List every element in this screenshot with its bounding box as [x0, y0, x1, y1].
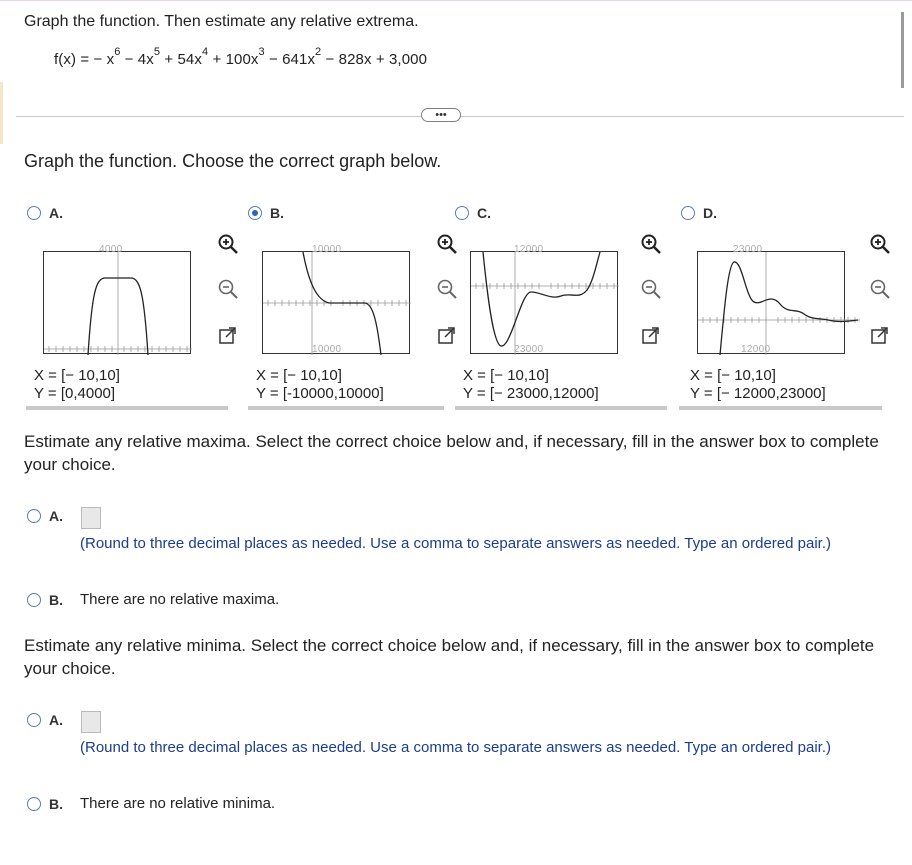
graph-a-zoom-in-icon[interactable] — [217, 233, 239, 255]
left-accent-bar — [0, 82, 3, 144]
graph-a-y-window: Y = [0,4000] — [34, 385, 116, 402]
graph-b — [262, 251, 410, 354]
graph-c — [470, 251, 618, 354]
function-expression: f(x) = − $x^6 - 4x^5 + 54x^4 + 100x^3 - 641x^2 - 828x + 3,000$ — [54, 46, 428, 68]
graph-d — [697, 251, 845, 354]
graph-c-zoom-in-icon[interactable] — [640, 233, 662, 255]
graph-d-zoom-out-icon[interactable] — [869, 278, 891, 300]
graph-b-curve — [303, 252, 381, 355]
graph-c-zoom-out-icon[interactable] — [640, 278, 662, 300]
maxima-answer-box[interactable] — [81, 507, 101, 529]
graph-b-zoom-out-icon[interactable] — [436, 278, 458, 300]
graph-c-ticks — [471, 252, 619, 355]
graph-c-x-window: X = [− 10,10] — [463, 367, 549, 384]
graph-question-prompt: Graph the function. Choose the correct graph below. — [24, 151, 442, 171]
graph-c-expand-icon[interactable] — [640, 325, 662, 347]
option-b-label: B. — [270, 205, 284, 221]
instruction-text: Graph the function. Then estimate any relative extrema. — [24, 13, 419, 30]
graph-c-bottom-tick: 23000 — [514, 344, 544, 355]
minima-choice-b-label: B. — [49, 796, 63, 812]
graph-b-bottom-tick: 10000 — [312, 344, 342, 355]
graph-d-y-window: Y = [− 12000,23000] — [690, 385, 826, 402]
graph-d-expand-icon[interactable] — [869, 325, 891, 347]
maxima-prompt: Estimate any relative maxima. Select the correct choice below and, if necessary, fill in the answer box to complete your choice. — [24, 432, 879, 474]
option-a-label: A. — [49, 205, 63, 221]
top-border — [0, 0, 912, 1]
minima-choice-b-text: There are no relative minima. — [80, 795, 276, 812]
option-c-label: C. — [477, 205, 491, 221]
graph-d-x-window: X = [− 10,10] — [690, 367, 776, 384]
graph-c-underline — [455, 406, 667, 410]
graph-c-curve — [483, 252, 600, 346]
graph-c-top-tick: 12000 — [514, 244, 544, 255]
graph-d-top-tick: 23000 — [733, 244, 763, 255]
graph-a-x-window: X = [− 10,10] — [34, 367, 120, 384]
graph-d-zoom-in-icon[interactable] — [869, 233, 891, 255]
graph-c-y-window: Y = [− 23000,12000] — [463, 385, 599, 402]
maxima-hint: (Round to three decimal places as needed. Use a comma to separate answers as needed. Type an ordered pair.) — [80, 535, 831, 552]
option-c-radio[interactable] — [455, 206, 469, 220]
option-d-radio[interactable] — [681, 206, 695, 220]
graph-a-expand-icon[interactable] — [217, 325, 239, 347]
graph-b-x-window: X = [− 10,10] — [256, 367, 342, 384]
graph-b-y-window: Y = [-10000,10000] — [256, 385, 384, 402]
graph-a-ticks — [44, 252, 192, 355]
option-b-radio[interactable] — [248, 206, 262, 220]
graph-b-underline — [248, 406, 444, 410]
minima-choice-b-radio[interactable] — [27, 797, 41, 811]
minima-choice-a-label: A. — [49, 712, 63, 728]
maxima-choice-b-radio[interactable] — [27, 593, 41, 607]
maxima-choice-a-radio[interactable] — [27, 509, 41, 523]
option-a-radio[interactable] — [27, 206, 41, 220]
graph-b-zoom-in-icon[interactable] — [436, 233, 458, 255]
graph-b-expand-icon[interactable] — [436, 325, 458, 347]
maxima-choice-b-text: There are no relative maxima. — [80, 591, 280, 608]
graph-d-underline — [679, 406, 882, 410]
graph-b-plot — [263, 252, 411, 355]
graph-a-underline — [26, 406, 228, 410]
graph-a-plot — [44, 252, 192, 355]
maxima-choice-b-label: B. — [49, 592, 63, 608]
option-d-label: D. — [703, 205, 717, 221]
graph-c-plot — [471, 252, 619, 355]
graph-a — [43, 251, 191, 354]
graph-a-zoom-out-icon[interactable] — [217, 278, 239, 300]
minima-choice-a-radio[interactable] — [27, 713, 41, 727]
graph-b-top-tick: 10000 — [312, 244, 342, 255]
minima-answer-box[interactable] — [81, 711, 101, 733]
minima-hint: (Round to three decimal places as needed. Use a comma to separate answers as needed. Type an ordered pair.) — [80, 739, 831, 756]
more-button[interactable]: ••• — [421, 108, 461, 122]
graph-a-top-tick: 4000 — [99, 244, 123, 255]
graph-d-plot — [698, 252, 860, 355]
graph-d-bottom-tick: 12000 — [741, 344, 771, 355]
graph-d-curve — [720, 262, 858, 355]
scrollbar-thumb[interactable] — [901, 12, 904, 88]
maxima-choice-a-label: A. — [49, 508, 63, 524]
minima-prompt: Estimate any relative minima. Select the correct choice below and, if necessary, fill in the answer box to complete your choice. — [24, 636, 875, 678]
